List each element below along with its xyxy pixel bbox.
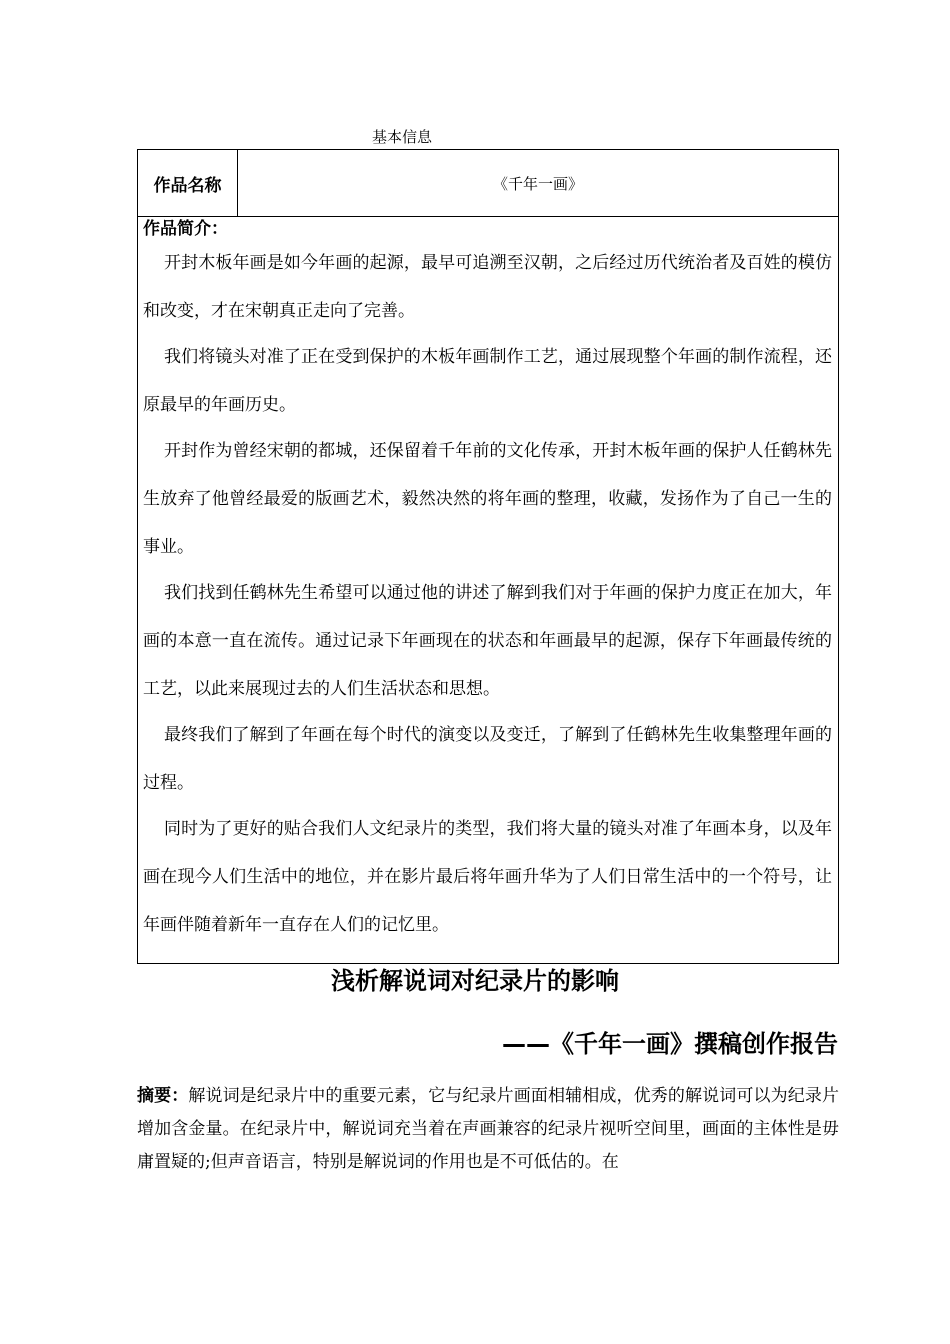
work-name-label: 作品名称 [138,150,238,217]
intro-paragraph-1: 开封木板年画是如今年画的起源，最早可追溯至汉朝，之后经过历代统治者及百姓的模仿和改变，才在宋朝真正走向了完善。 [143,253,832,321]
intro-paragraph-3: 开封作为曾经宋朝的都城，还保留着千年前的文化传承，开封木板年画的保护人任鹤林先生放弃了他曾经最爱的版画艺术，毅然决然的将年画的整理，收藏，发扬作为了自己一生的事业。 [143,441,832,557]
article-subtitle: ——《千年一画》撰稿创作报告 [502,1030,838,1058]
abstract-paragraph [137,1080,839,1179]
basic-info-table [137,149,839,964]
work-intro-row [138,217,839,964]
abstract-text: 解说词是纪录片中的重要元素，它与纪录片画面相辅相成，优秀的解说词可以为纪录片增加含金量。在纪录片中，解说词充当着在声画兼容的纪录片视听空间里，画面的主体性是毋庸置疑的;但声音语言，特别是解说词的作用也是不可低估的。在 [137,1086,839,1172]
work-intro-label: 作品简介： [143,219,228,239]
work-name-row [138,150,839,217]
work-name-value: 《千年一画》 [238,150,839,217]
table-caption: 基本信息 [372,128,433,146]
intro-paragraph-4: 我们找到任鹤林先生希望可以通过他的讲述了解到我们对于年画的保护力度正在加大，年画的本意一直在流传。通过记录下年画现在的状态和年画最早的起源，保存下年画最传统的工艺，以此来展现过去的人们生活状态和思想。 [143,583,832,699]
intro-paragraph-5: 最终我们了解到了年画在每个时代的演变以及变迁，了解到了任鹤林先生收集整理年画的过程。 [143,725,832,793]
abstract-label: 摘要： [137,1086,189,1106]
article-title: 浅析解说词对纪录片的影响 [331,967,619,995]
work-intro-cell [138,217,839,964]
intro-paragraph-6: 同时为了更好的贴合我们人文纪录片的类型，我们将大量的镜头对准了年画本身，以及年画在现今人们生活中的地位，并在影片最后将年画升华为了人们日常生活中的一个符号，让年画伴随着新年一直存在人们的记忆里。 [143,819,832,935]
intro-paragraph-2: 我们将镜头对准了正在受到保护的木板年画制作工艺，通过展现整个年画的制作流程，还原最早的年画历史。 [143,347,832,415]
